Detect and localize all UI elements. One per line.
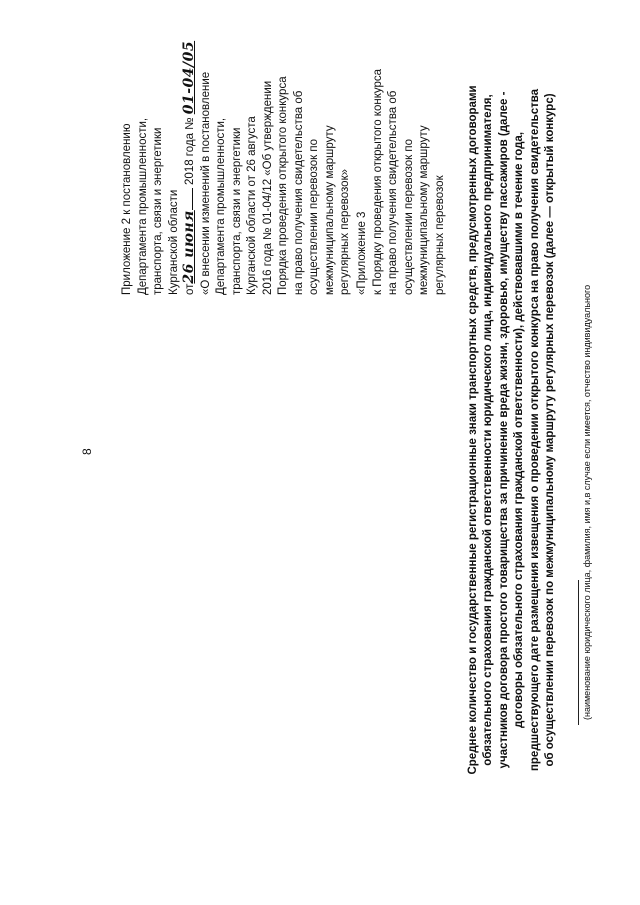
document-title xyxy=(466,30,558,830)
appendix-2-body-line: транспорта, связи и энергетики xyxy=(230,127,243,295)
appendix-2-line: Приложение 2 к постановлению xyxy=(121,123,133,295)
footnote: (наименование юридического лица, фамилия, имя и,в случае если имеется, отчество индивидуального xyxy=(582,284,592,720)
appendix-3-line: на право получения свидетельства об xyxy=(387,90,399,295)
page-number: 8 xyxy=(80,448,94,455)
appendix-2-header xyxy=(120,10,354,295)
appendix-2-body-line: осуществлении перевозок по xyxy=(308,138,320,295)
appendix-2-line: транспорта, связи и энергетики xyxy=(152,127,164,295)
appendix-2-line: Курганской области xyxy=(167,189,180,295)
appendix-2-body-line: «О внесении изменений в постановление xyxy=(199,71,212,295)
title-line: Среднее количество и государственные регистрационные знаки транспортных средств, предусмотренных договорами xyxy=(467,85,479,775)
title-line: об осуществлении перевозок по межмуниципальному маршруту регулярных перевозок (далее — открытый конкурс) xyxy=(544,93,557,767)
handwritten-date: 26 июня xyxy=(181,210,197,284)
appendix-2-line: Департамента промышленности, xyxy=(136,117,149,295)
appendix-2-body-line: регулярных перевозок» xyxy=(339,168,351,295)
appendix-3-line: межмуниципальному маршруту xyxy=(418,125,430,295)
title-line: предшествующего дате размещения извещения о проведении открытого конкурса на право получения свидетельства xyxy=(528,88,541,772)
footnote-rule xyxy=(578,580,579,725)
title-line: обязательного страхования гражданской ответственности юридического лица, индивидуального предпринимателя, xyxy=(482,94,495,766)
appendix-2-body-line: 2016 года № 01-04/12 «Об утверждении xyxy=(261,80,274,295)
appendix-2-body-line: Порядка проведения открытого конкурса xyxy=(277,76,289,295)
title-line: участников договора простого товарищества за причинение вреда жизни, здоровью, имуществу пассажиров (далее - xyxy=(497,91,510,769)
appendix-2-body-line: Курганской области от 26 августа xyxy=(246,116,258,295)
appendix-3-line: регулярных перевозок xyxy=(433,175,446,295)
appendix-2-body-line: на право получения свидетельства об xyxy=(292,90,305,295)
appendix-2-date-line xyxy=(182,10,199,295)
handwritten-doc-number: 01-04/05 xyxy=(181,40,197,115)
appendix-2-body-line: Департамента промышленности, xyxy=(215,117,227,295)
appendix-3-line: к Порядку проведения открытого конкурса xyxy=(371,68,384,295)
appendix-2-body-line: межмуниципальному маршруту xyxy=(323,125,336,295)
appendix-3-line: «Приложение 3 xyxy=(356,211,368,295)
appendix-3-header xyxy=(355,10,448,295)
date-prefix: от xyxy=(184,283,196,295)
title-line: договоры обязательного страхования гражданской ответственности), действовавшими в течение года, xyxy=(513,131,526,729)
date-underline xyxy=(182,188,193,210)
appendix-3-line: осуществлении перевозок по xyxy=(402,138,415,295)
date-year: 2018 года № xyxy=(184,117,196,185)
